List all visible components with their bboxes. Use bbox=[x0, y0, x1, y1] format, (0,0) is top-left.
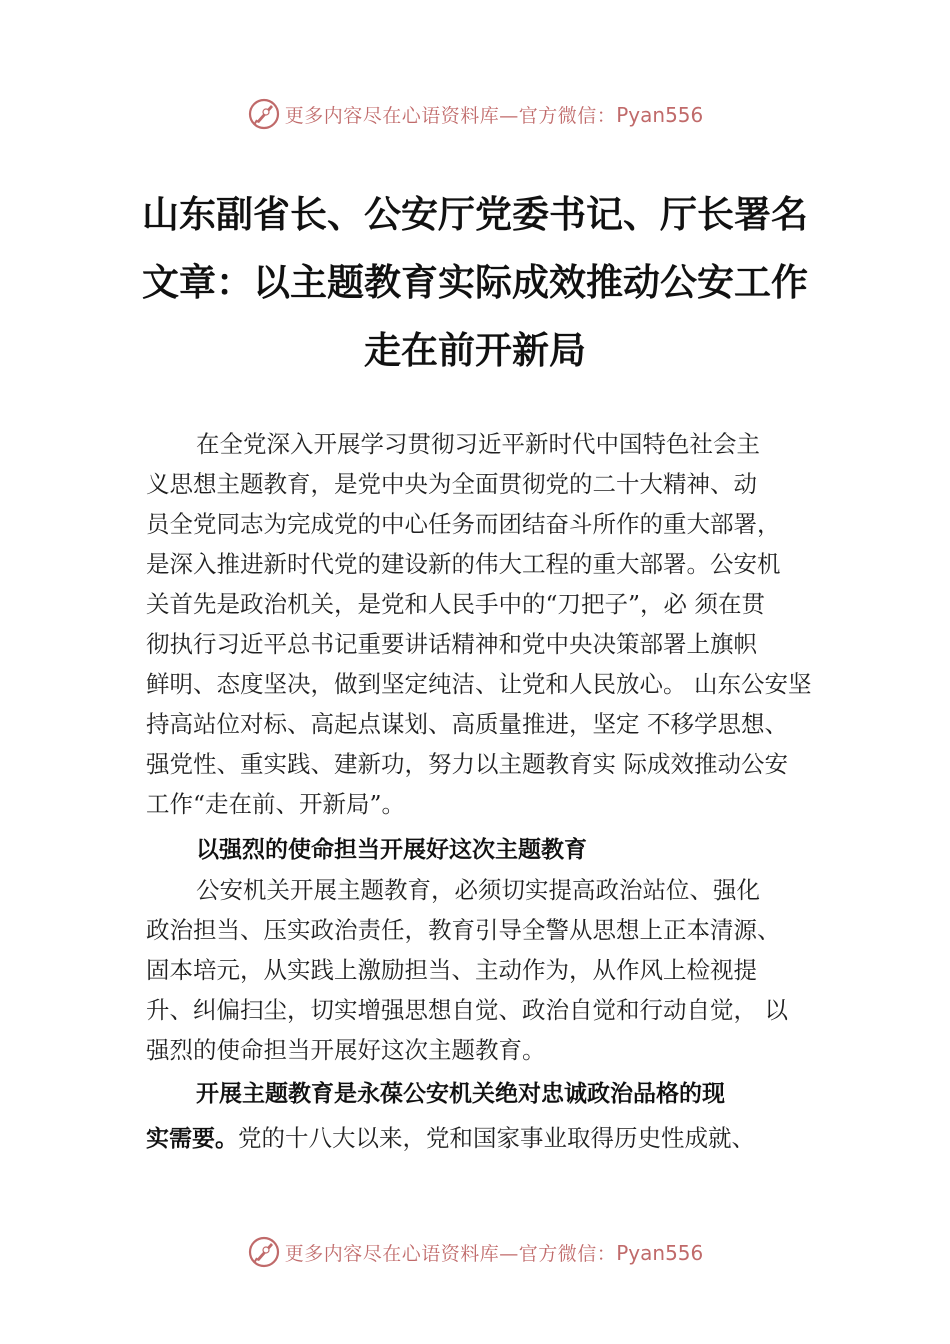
paragraph-line: 彻执行习近平总书记重要讲话精神和党中央决策部署上旗帜 bbox=[146, 630, 757, 658]
paragraph-line: 鲜明、态度坚决，做到坚定纯洁、让党和人民放心。 山东公安坚 bbox=[146, 670, 812, 698]
paragraph-line: 强党性、重实践、建新功，努力以主题教育实 际成效推动公安 bbox=[146, 750, 788, 778]
paragraph-line: 升、纠偏扫尘，切实增强思想自觉、政治自觉和行动自觉， 以 bbox=[146, 996, 788, 1024]
paragraph-line: 义思想主题教育，是党中央为全面贯彻党的二十大精神、动 bbox=[146, 470, 757, 498]
paragraph-line: 是深入推进新时代党的建设新的伟大工程的重大部署。公安机 bbox=[146, 550, 781, 578]
paragraph-line: 政治担当、压实政治责任，教育引导全警从思想上正本清源、 bbox=[146, 916, 781, 944]
watermark-text: 更多内容尽在心语资料库—官方微信：Pyan556 bbox=[284, 1240, 704, 1265]
watermark-text: 更多内容尽在心语资料库—官方微信：Pyan556 bbox=[284, 102, 704, 127]
watermark-banner-top bbox=[0, 94, 950, 134]
paragraph-line: 工作“走在前、开新局”。 bbox=[146, 790, 406, 818]
title-line-1: 山东副省长、公安厅党委书记、厅长署名 bbox=[142, 192, 808, 236]
paragraph-line: 关首先是政治机关，是党和人民手中的“刀把子”，必 须在贯 bbox=[146, 590, 765, 618]
paragraph-line: 固本培元，从实践上激励担当、主动作为，从作风上检视提 bbox=[146, 956, 757, 984]
section-subheading: 开展主题教育是永葆公安机关绝对忠诚政治品格的现 bbox=[196, 1081, 725, 1107]
section-heading: 以强烈的使命担当开展好这次主题教育 bbox=[196, 837, 587, 863]
title-line-3: 走在前开新局 bbox=[364, 328, 586, 372]
paragraph-line: 强烈的使命担当开展好这次主题教育。 bbox=[146, 1036, 546, 1064]
paragraph-line: 持高站位对标、高起点谋划、高质量推进，坚定 不移学思想、 bbox=[146, 710, 788, 738]
wechat-id: Pyan556 bbox=[616, 1240, 704, 1265]
paragraph-line: 员全党同志为完成党的中心任务而团结奋斗所作的重大部署， bbox=[146, 510, 781, 538]
quill-logo-icon bbox=[247, 97, 281, 131]
article-title bbox=[140, 180, 810, 384]
subheading-end: 实需要。 bbox=[146, 1126, 238, 1152]
quill-logo-icon bbox=[247, 1235, 281, 1269]
paragraph-line: 公安机关开展主题教育，必须切实提高政治站位、强化 bbox=[196, 876, 760, 904]
title-line-2: 文章：以主题教育实际成效推动公安工作 bbox=[142, 260, 808, 304]
watermark-banner-bottom bbox=[0, 1232, 950, 1272]
paragraph-line: 在全党深入开展学习贯彻习近平新时代中国特色社会主 bbox=[196, 430, 760, 458]
paragraph-text: 党的十八大以来，党和国家事业取得历史性成就、 bbox=[238, 1124, 755, 1152]
paragraph-line bbox=[146, 1118, 836, 1158]
wechat-id: Pyan556 bbox=[616, 102, 704, 127]
